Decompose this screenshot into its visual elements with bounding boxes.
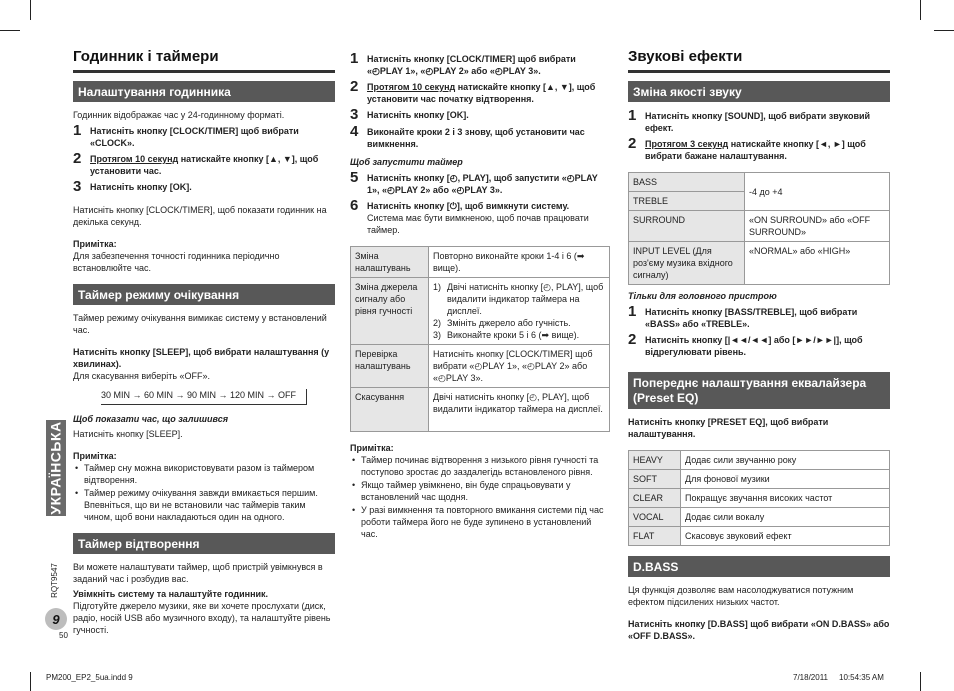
table-row: HEAVY Додає сили звучанню року: [629, 451, 890, 470]
clock-intro: Годинник відображає час у 24-годинному форматі.: [73, 110, 285, 120]
table-row: TREBLE: [629, 192, 890, 211]
sound-table: [628, 172, 890, 285]
dbass-header: D.BASS: [628, 556, 890, 577]
eq-instruction: Натисніть кнопку [PRESET EQ], щоб вибрати налаштування.: [628, 417, 829, 439]
clock-header: Налаштування годинника: [73, 81, 335, 102]
dbass-text: Ця функція дозволяє вам насолоджуватися потужним ефектом підсилених низьких частот.: [628, 585, 854, 607]
quality-step-2: 2 Протягом 3 секунд натискайте кнопку [◄, ►] щоб вибрати бажане налаштування.: [628, 135, 866, 161]
crop-mark: [30, 0, 31, 20]
remaining-time-heading: Щоб показати час, що залишився: [73, 414, 229, 424]
clock-note-heading: Примітка:: [73, 239, 117, 249]
play-note-item: • Таймер починає відтворення з низького рівня гучності та поступово зростає до заздалегідь встановленого рівня.: [350, 454, 610, 478]
crop-mark: [0, 30, 20, 31]
sleep-intro: Таймер режиму очікування вимикає систему у встановлений час.: [73, 313, 327, 335]
eq-table: [628, 450, 890, 546]
table-row: Перевірка налаштувань Натисніть кнопку [CLOCK/TIMER] щоб вибрати «◴PLAY 1», «◴PLAY 2» або «◴PLAY 3».: [351, 345, 610, 388]
play-timer-bold: Увімкніть систему та налаштуйте годинник.: [73, 589, 269, 599]
clock-step-2: 2 Протягом 10 секунд натискайте кнопку [▲, ▼], щоб установити час.: [73, 150, 319, 176]
crop-mark: [30, 672, 31, 691]
sleep-note-item: • Таймер режиму очікування завжди вмикається першим. Впевніться, що ви не встановили час таймерів таким чином, щоб вони накладаються один на одного.: [73, 487, 335, 523]
column-1: [73, 48, 335, 639]
play-timer-text: Підготуйте джерело музики, яке ви хочете прослухати (диск, радіо, носій USB або музичного входу), та налаштуйте рівень гучності.: [73, 601, 331, 635]
sleep-cancel: Для скасування виберіть «OFF».: [73, 371, 211, 381]
clock-step-1: 1 Натисніть кнопку [CLOCK/TIMER] щоб вибрати «CLOCK».: [73, 122, 299, 148]
table-row: Зміна джерела сигналу або рівня гучності 1) Двічі натисніть кнопку [◴, PLAY], щоб видалити індикатор таймера на дисплеї. 2) Змініть джерело або гучність. 3) Виконайте кроки 5 і 6 (➡ вище).: [351, 278, 610, 345]
play-timer-header: Таймер відтворення: [73, 533, 335, 554]
main-unit-only: Тільки для головного пристрою: [628, 291, 777, 301]
play-step-2: 2 Протягом 10 секунд натискайте кнопку [▲, ▼], щоб установити час початку відтворення.: [350, 78, 596, 104]
sleep-sequence: 30 MIN → 60 MIN → 90 MIN → 120 MIN → OFF: [101, 389, 307, 405]
page-number: 9: [45, 608, 67, 630]
footer-date: 7/18/2011: [793, 673, 828, 682]
column-3: [628, 48, 890, 645]
play-step-4: 4 Виконайте кроки 2 і 3 знову, щоб установити час вимкнення.: [350, 123, 585, 149]
table-row: SOFT Для фонової музики: [629, 470, 890, 489]
table-row: VOCAL Додає сили вокалу: [629, 508, 890, 527]
sleep-header: Таймер режиму очікування: [73, 284, 335, 305]
quality-step-1: 1 Натисніть кнопку [SOUND], щоб вибрати звуковий ефект.: [628, 107, 871, 133]
play-note-item: • У разі вимкнення та повторного вмикання системи під час роботи таймера його не буде зупинено в установлений час.: [350, 504, 610, 540]
crop-mark: [920, 0, 921, 20]
table-row: Зміна налаштувань Повторно виконайте кроки 1-4 і 6 (➡ вище).: [351, 247, 610, 278]
timer-table: [350, 246, 610, 432]
eq-header: Попереднє налаштування еквалайзера (Preset EQ): [628, 372, 890, 409]
start-timer-heading: Щоб запустити таймер: [350, 157, 463, 167]
table-row: SURROUND «ON SURROUND» або «OFF SURROUND»: [629, 211, 890, 242]
table-row: INPUT LEVEL (Для роз'єму музика вхідного сигналу) «NORMAL» або «HIGH»: [629, 242, 890, 285]
section-title-sound: Звукові ефекти: [628, 48, 890, 73]
play-step-3: 3 Натисніть кнопку [OK].: [350, 106, 469, 123]
dbass-instruction: Натисніть кнопку [D.BASS] щоб вибрати «ON D.BASS» або «OFF D.BASS».: [628, 619, 890, 641]
play-step-1: 1 Натисніть кнопку [CLOCK/TIMER] щоб вибрати «◴PLAY 1», «◴PLAY 2» або «◴PLAY 3».: [350, 50, 576, 76]
section-title-timers: Годинник і таймери: [73, 48, 335, 73]
crop-mark: [934, 30, 954, 31]
page-sub-number: 50: [59, 631, 68, 640]
clock-note: Для забезпечення точності годинника періодично встановлюйте час.: [73, 251, 280, 273]
play-step-6: 6 Натисніть кнопку [⏻], щоб вимкнути систему. Система має бути вимкненою, щоб почав працювати таймер.: [350, 197, 589, 235]
table-row: Скасування Двічі натисніть кнопку [◴, PLAY], щоб видалити індикатор таймера на дисплеї.: [351, 388, 610, 432]
bass-step-2: 2 Натисніть кнопку [|◄◄/◄◄] або [►►/►►|], щоб відрегулювати рівень.: [628, 331, 863, 357]
quality-header: Зміна якості звуку: [628, 81, 890, 102]
sleep-note-heading: Примітка:: [73, 451, 117, 461]
table-row: CLEAR Покращує звучання високих частот: [629, 489, 890, 508]
bass-step-1: 1 Натисніть кнопку [BASS/TREBLE], щоб вибрати «BASS» або «TREBLE».: [628, 303, 858, 329]
table-row: FLAT Скасовує звуковий ефект: [629, 527, 890, 546]
clock-show-text: Натисніть кнопку [CLOCK/TIMER], щоб показати годинник на декілька секунд.: [73, 205, 327, 227]
play-note-item: • Якщо таймер увімкнено, він буде спрацьовувати у встановлений час щодня.: [350, 479, 610, 503]
crop-mark: [920, 672, 921, 691]
play-timer-intro: Ви можете налаштувати таймер, щоб пристрій увімкнувся в заданий час і розбудив вас.: [73, 562, 323, 584]
language-tab: УКРАЇНСЬКА: [48, 421, 64, 515]
sleep-note-item: • Таймер сну можна використовувати разом із таймером відтворення.: [73, 462, 335, 486]
footer-time: 10:54:35 AM: [839, 673, 884, 682]
doc-code: RQT9547: [49, 562, 59, 598]
play-step-5: 5 Натисніть кнопку [◴, PLAY], щоб запустити «◴PLAY 1», «◴PLAY 2» або «◴PLAY 3».: [350, 169, 598, 195]
sleep-instruction: Натисніть кнопку [SLEEP], щоб вибрати налаштування (у хвилинах).: [73, 347, 330, 369]
clock-step-3: 3 Натисніть кнопку [OK].: [73, 178, 192, 195]
footer-file: PM200_EP2_5ua.indd 9: [46, 673, 133, 682]
remaining-time-text: Натисніть кнопку [SLEEP].: [73, 429, 183, 439]
play-note-heading: Примітка:: [350, 443, 394, 453]
column-2: [350, 52, 610, 541]
table-row: BASS -4 до +4: [629, 173, 890, 192]
